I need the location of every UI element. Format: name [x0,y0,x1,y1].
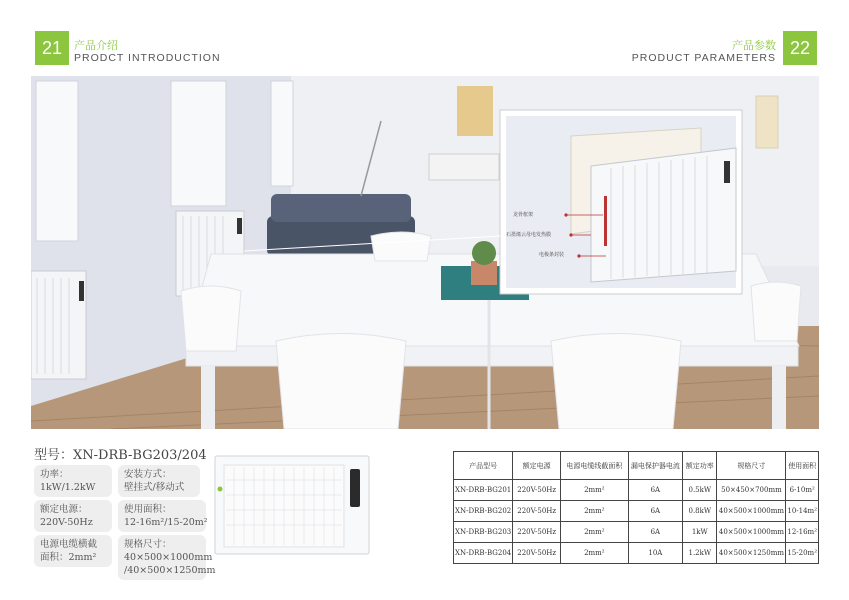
header-area: 使用面积 [786,452,819,480]
header-size: 规格尺寸 [717,452,786,480]
cell-model: XN-DRB-BG202 [454,501,513,522]
heater-product-image [214,455,370,555]
cell-cable: 2mm² [561,543,628,564]
spec-size [118,535,216,580]
cell-power: 1kW [683,522,717,543]
cell-leakage: 6A [628,501,683,522]
header-cable: 电源电缆线截面积 [561,452,628,480]
spec-cable [34,535,112,567]
spec-cable-label: 电源电缆横截 [40,539,98,550]
spec-install [118,465,200,497]
cell-size: 40×500×1000mm [717,522,786,543]
parameters-table [453,451,819,564]
cell-cable: 2mm² [561,501,628,522]
spec-power-value: 1kW/1.2kW [40,482,96,493]
cell-area: 15-20m² [786,543,819,564]
spec-area [118,500,206,532]
spec-power [34,465,112,497]
cell-voltage: 220V-50Hz [513,543,561,564]
spec-size-value-2: /40×500×1250mm [124,565,216,576]
cell-size: 40×500×1000mm [717,501,786,522]
table-row [454,501,819,522]
spec-install-label: 安装方式： [124,469,172,480]
cell-power: 0.5kW [683,480,717,501]
cell-power: 1.2kW [683,543,717,564]
spec-size-value-1: 40×500×1000mm [124,552,213,563]
spec-area-label: 使用面积： [124,504,172,515]
cell-area: 12-16m² [786,522,819,543]
cell-voltage: 220V-50Hz [513,522,561,543]
cell-cable: 2mm² [561,480,628,501]
page-number-right: 22 [783,31,817,65]
cell-voltage: 220V-50Hz [513,480,561,501]
spec-power-label: 功率： [40,469,69,480]
spec-voltage-label: 额定电源： [40,504,88,515]
model-title: 型号：XN-DRB-BG203/204 [34,448,207,463]
cell-cable: 2mm² [561,522,628,543]
spec-install-value: 壁挂式/移动式 [124,482,185,493]
cell-model: XN-DRB-BG201 [454,480,513,501]
header-voltage: 额定电源 [513,452,561,480]
cell-model: XN-DRB-BG203 [454,522,513,543]
callout-electrode: 电极条封装 [539,252,565,258]
spec-voltage-value: 220V-50Hz [40,517,93,528]
room-photo [31,76,819,429]
cell-leakage: 10A [628,543,683,564]
callout-film: 石墨烯云母电发热膜 [506,232,552,238]
cell-power: 0.8kW [683,501,717,522]
table-row [454,543,819,564]
cell-leakage: 6A [628,522,683,543]
section-title-en-right: PRODUCT PARAMETERS [631,52,776,64]
cell-size: 50×450×700mm [717,480,786,501]
cell-size: 40×500×1250mm [717,543,786,564]
spec-area-value: 12-16m²/15-20m² [124,517,208,528]
page-number-left: 21 [35,31,69,65]
section-title-en-left: PRODCT INTRODUCTION [74,52,221,64]
table-row [454,522,819,543]
spec-voltage [34,500,112,532]
table-header-row [454,452,819,480]
callout-frame: 龙骨框架 [513,212,534,218]
section-title-cn-left: 产品介绍 [74,39,118,52]
spec-cable-value: 面积：2mm² [40,552,97,563]
cell-leakage: 6A [628,480,683,501]
header-power: 额定功率 [683,452,717,480]
cell-area: 10-14m² [786,501,819,522]
spec-size-label: 规格尺寸： [124,539,172,550]
cell-area: 6-10m² [786,480,819,501]
cell-voltage: 220V-50Hz [513,501,561,522]
cell-model: XN-DRB-BG204 [454,543,513,564]
section-title-cn-right: 产品参数 [732,39,776,52]
header-model: 产品型号 [454,452,513,480]
header-leakage: 漏电保护器电流 [628,452,683,480]
table-row [454,480,819,501]
